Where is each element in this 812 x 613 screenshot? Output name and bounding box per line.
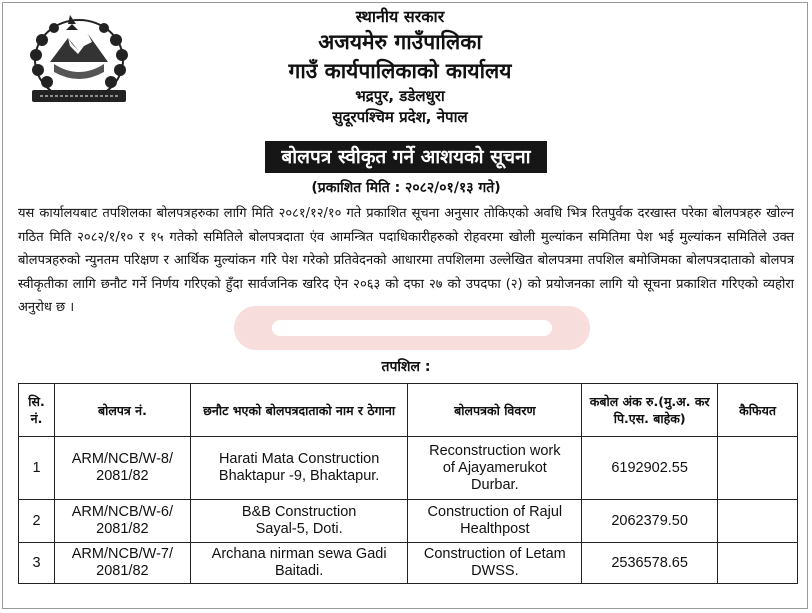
row-sn: 1 [19, 437, 55, 500]
row-bidder [190, 500, 408, 543]
table-row [19, 437, 798, 500]
notice-title-wrap [0, 141, 812, 173]
office-header [150, 6, 650, 128]
bidder-name: Harati Mata Construction [218, 451, 380, 467]
row-description [408, 500, 582, 543]
description-line: of Ajayamerukot [442, 459, 547, 476]
bid-no-line: ARM/NCB/W-6/ [71, 504, 174, 520]
notice-body: यस कार्यालयबाट तपशिलका बोलपत्रहरुका लागि मिति २०८१/१२/१० गते प्रकाशित सूचना अनुसार तोकिएको अवधि भित्र रितपुर्वक दरखास्त परेका बोलपत्रहरु खोल्न गठित मिति २०८२/१/१० र १५ गतेको समितिले बोलपत्रदाता एंव आमन्त्रित पदाधिकारीहरुको रोहवरमा खोली मुल्यांकन समितिमा पेश भई मुल्यांकन समितिले उक्त बोलपत्रहरुको न्युनतम परिक्षण र आर्थिक मुल्यांकन गरि पेश गरेको प्रतिवेदनको आधारमा तपशिलमा उल्लेखित बोलपत्रमा तपशिल बमोजिमका बोलपत्रदाताको बोलपत्र स्वीकृतीका लागि छनौट गर्ने निर्णय गरिएको हुँदा सार्वजनिक खरिद ऐन २०६३ को दफा २७ को उपदफा (२) को प्रयोजनका लागि यो सूचना प्रकाशित गरिएको व्यहोरा अनुरोध छ । [18, 206, 794, 315]
bidder-name: B&B Construction [241, 504, 357, 520]
bid-no-line: 2081/82 [96, 563, 149, 579]
row-description [408, 437, 582, 500]
province-name: सुदूरपश्चिम प्रदेश, नेपाल [332, 108, 468, 126]
header-sn: सि. नं. [19, 384, 55, 437]
row-remarks [718, 500, 798, 543]
bid-no-line: ARM/NCB/W-7/ [71, 546, 174, 562]
header-bidder: छनौट भएको बोलपत्रदाताको नाम र ठेगाना [190, 384, 408, 437]
row-sn: 2 [19, 500, 55, 543]
row-description [408, 543, 582, 584]
table-row [19, 500, 798, 543]
row-amount: 2062379.50 [582, 500, 718, 543]
row-sn: 3 [19, 543, 55, 584]
table-header-row [19, 384, 798, 437]
bidder-address: Baitadi. [274, 563, 324, 579]
schedule-heading: तपशिल : [381, 359, 431, 375]
bidder-address: Bhaktapur -9, Bhaktapur. [218, 468, 380, 484]
bidder-address: Sayal-5, Doti. [255, 521, 343, 537]
description-line: Durbar. [471, 476, 519, 493]
header-remarks: कैफियत [718, 384, 798, 437]
row-amount: 2536578.65 [582, 543, 718, 584]
row-bid-no [54, 500, 190, 543]
published-date: (प्रकाशित मिति : २०८२/०१/१३ गते) [311, 180, 501, 196]
description-line: Construction of Letam [423, 546, 566, 562]
description-line: DWSS. [471, 563, 519, 579]
header-description: बोलपत्रको विवरण [408, 384, 582, 437]
row-bidder [190, 437, 408, 500]
notice-title: बोलपत्र स्वीकृत गर्ने आशयको सूचना [265, 141, 546, 173]
header-amount: कबोल अंक रु.(मु.अ. कर पि.एस. बाहेक) [582, 384, 718, 437]
bidder-name: Archana nirman sewa Gadi [211, 546, 387, 562]
row-remarks [718, 437, 798, 500]
nepal-emblem-icon [20, 10, 138, 110]
row-remarks [718, 543, 798, 584]
selection-table [18, 383, 798, 584]
bid-no-line: 2081/82 [96, 468, 149, 484]
row-bid-no [54, 543, 190, 584]
office-location: भद्रपुर, डडेलधुरा [355, 87, 445, 105]
government-label: स्थानीय सरकार [355, 7, 445, 26]
office-name: गाउँ कार्यपालिकाको कार्यालय [288, 59, 512, 83]
description-line: Construction of Rajul [427, 504, 563, 520]
watermark-icon [232, 298, 592, 358]
row-amount: 6192902.55 [582, 437, 718, 500]
municipality-name: अजयमेरु गाउँपालिका [318, 30, 482, 54]
description-line: Healthpost [460, 521, 530, 537]
row-bid-no [54, 437, 190, 500]
header-bid-no: बोलपत्र नं. [54, 384, 190, 437]
table-row [19, 543, 798, 584]
description-line: Reconstruction work [429, 442, 561, 459]
bid-no-line: ARM/NCB/W-8/ [71, 451, 174, 467]
bid-no-line: 2081/82 [96, 521, 149, 537]
row-bidder [190, 543, 408, 584]
